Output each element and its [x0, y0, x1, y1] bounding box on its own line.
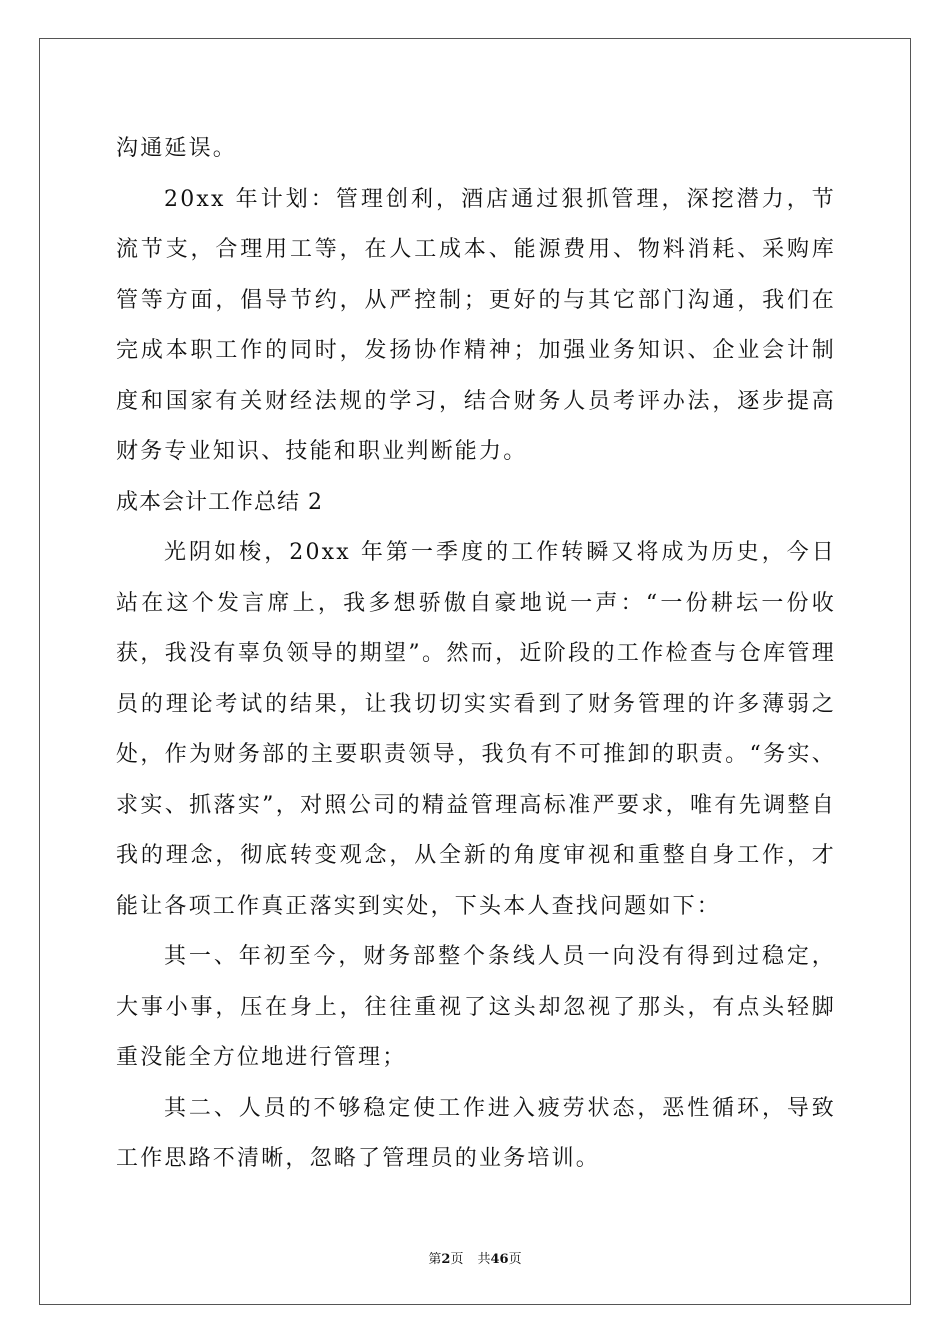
page-footer [0, 1248, 950, 1267]
paragraph: 20xx 年计划：管理创利，酒店通过狠抓管理，深挖潜力，节流节支，合理用工等，在人工成本、能源费用、物料消耗、采购库管等方面，倡导节约，从严控制；更好的与其它部门沟通，我们在完成本职工作的同时，发扬协作精神；加强业务知识、企业会计制度和国家有关财经法规的学习，结合财务人员考评办法，逐步提高财务专业知识、技能和职业判断能力。 [116, 186, 836, 464]
paragraph: 其一、年初至今，财务部整个条线人员一向没有得到过稳定，大事小事，压在身上，往往重视了这头却忽视了那头，有点头轻脚重没能全方位地进行管理； [116, 944, 836, 1070]
page-prefix: 第 [428, 1252, 442, 1267]
document-body [116, 124, 836, 1185]
page-number: 2 [441, 1252, 451, 1267]
paragraph: 其二、人员的不够稳定使工作进入疲劳状态，恶性循环，导致工作思路不清晰，忽略了管理员的业务培训。 [116, 1095, 836, 1171]
paragraph: 沟通延误。 [116, 136, 238, 161]
section-heading: 成本会计工作总结 2 [116, 489, 323, 515]
page-suffix: 页 [450, 1252, 464, 1267]
total-prefix: 共 [477, 1252, 491, 1267]
total-suffix: 页 [508, 1252, 522, 1267]
total-pages: 46 [490, 1252, 509, 1267]
paragraph: 光阴如梭，20xx 年第一季度的工作转瞬又将成为历史，今日站在这个发言席上，我多想骄傲自豪地说一声：“一份耕坛一份收获，我没有辜负领导的期望”。然而，近阶段的工作检查与仓库管理员的理论考试的结果，让我切切实实看到了财务管理的许多薄弱之处，作为财务部的主要职责领导，我负有不可推卸的职责。“务实、求实、抓落实”，对照公司的精益管理高标准严要求，唯有先调整自我的理念，彻底转变观念，从全新的角度审视和重整自身工作，才能让各项工作真正落实到实处，下头本人查找问题如下： [116, 540, 836, 919]
